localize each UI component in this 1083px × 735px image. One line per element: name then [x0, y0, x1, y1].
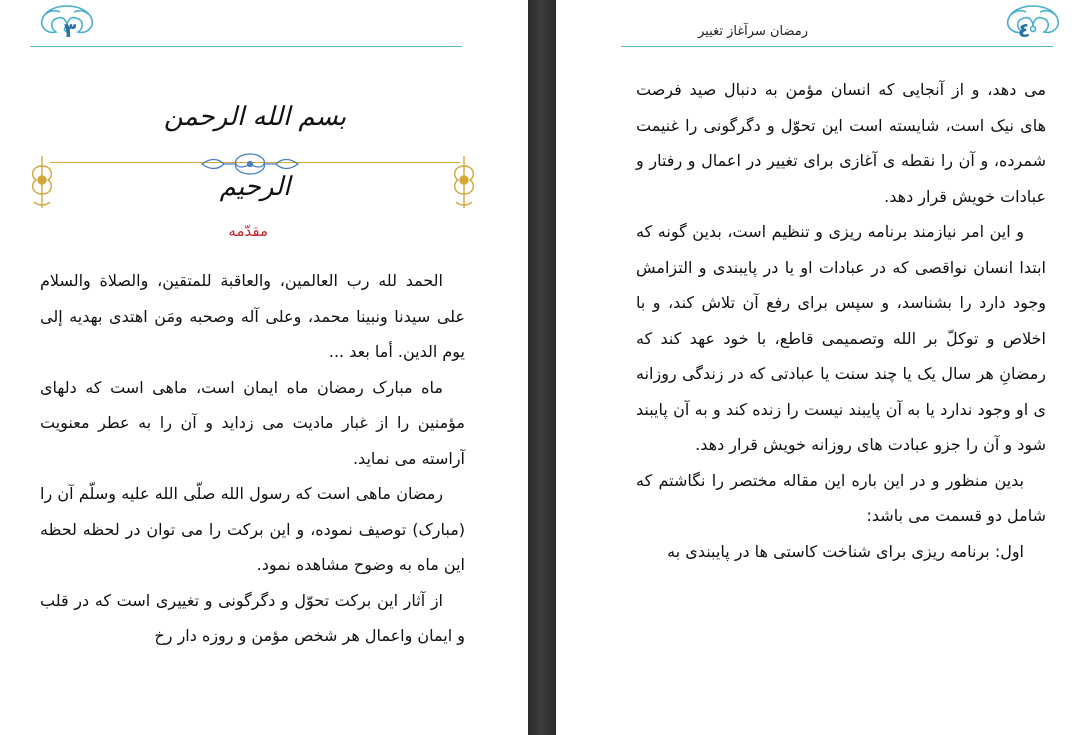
left-page	[0, 0, 528, 735]
right-page	[556, 0, 1083, 735]
paragraph: می دهد، و از آنجایی که انسان مؤمن به دنبال صید فرصت های نیک است، شایسته است این تحوّل و دگرگونی را غنیمت شمرده، و آن را نقطه ی آغازی برای تغییر در اعمال و رفتار و عبادات خویش قرار دهد.	[636, 80, 1046, 206]
book-spine	[528, 0, 556, 735]
body-text	[40, 263, 465, 654]
center-ornament-icon	[200, 150, 300, 178]
paragraph: الحمد لله رب العالمين، والعاقبة للمتقين، والصلاة والسلام على سيدنا ونبينا محمد، وعلى آله وصحبه ومَن اهتدى بهديه إلى يوم الدين. أما بعد ...	[40, 271, 465, 361]
basmala-calligraphy: بسم الله الرحمن الرحيم	[163, 102, 347, 202]
header-divider	[621, 46, 1053, 47]
corner-ornament-icon	[1000, 2, 1066, 38]
section-title: مقدّمه	[228, 222, 268, 240]
paragraph: از آثار این برکت تحوّل و دگرگونی و تغییری است که در قلب و ایمان واعمال هر شخص مؤمن و روزه دار رخ	[40, 590, 465, 645]
paragraph: رمضان ماهی است که رسول الله صلّى الله عليه وسلّم آن را (مبارک) توصیف نموده، و این برکت را می توان در لحظه لحظه این ماه به وضوح مشاهده نمود.	[40, 484, 465, 574]
body-text	[636, 72, 1046, 569]
paragraph: اول: برنامه ریزی برای شناخت کاستی ها در پایبندی به	[667, 541, 1024, 561]
page-number: ٤	[1018, 18, 1031, 42]
gold-ornament-icon	[446, 152, 482, 212]
running-header: رمضان سرآغاز تغییر	[698, 24, 808, 39]
paragraph: بدین منظور و در این باره این مقاله مختصر را نگاشتم که شامل دو قسمت می باشد:	[636, 470, 1046, 525]
gold-ornament-icon	[24, 152, 60, 212]
paragraph: و این امر نیازمند برنامه ریزی و تنظیم است، بدین گونه که ابتدا انسان نواقصی که در عبادات او یا در پایبندی و التزامش وجود دارد را بشناسد، و سپس برای رفع آن تلاش کند، و با اخلاص و توکلّ بر الله وتصمیمی قاطع، با خود عهد کند که رمضانِ هر سال یک یا چند سنت یا عبادتی که در زندگی روزانه ی او وجود ندارد یا به آن پایبند نیست را زنده کند و به آن پایبند شود و آن را جزو عبادت های روزانه خویش قرار دهد.	[636, 222, 1046, 454]
page-number: ٣	[64, 18, 77, 42]
header-divider	[30, 46, 462, 47]
paragraph: ماه مبارک رمضان ماه ایمان است، ماهی است که دلهای مؤمنین را از غبار مادیت می زداید و آن را به عطر معنویت آراسته می نماید.	[40, 377, 465, 468]
